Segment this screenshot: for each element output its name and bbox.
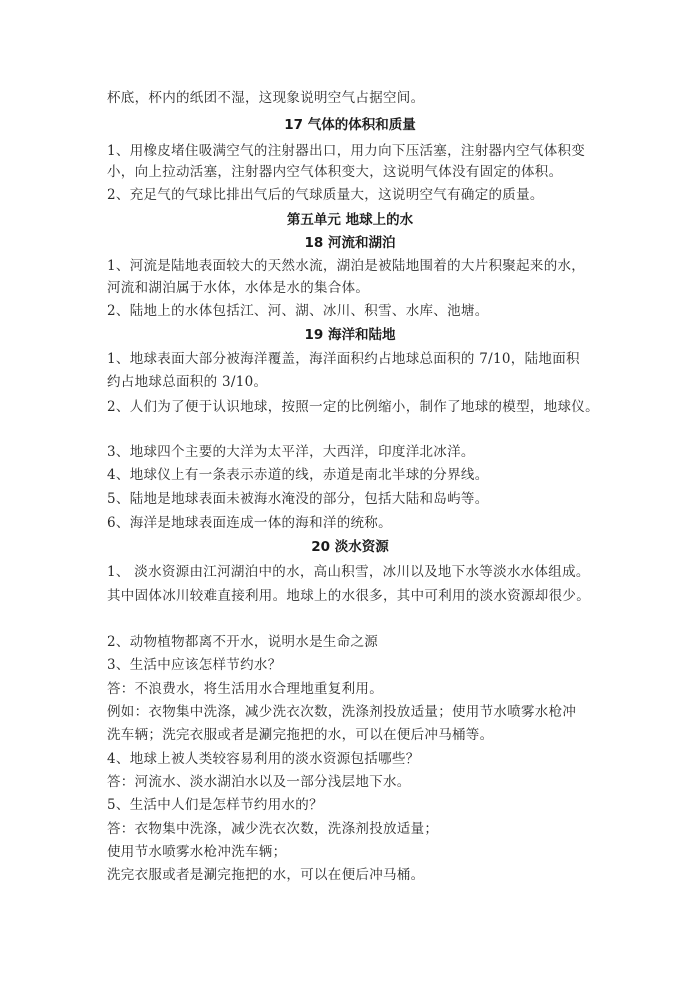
text-line: 洗车辆；洗完衣服或者是涮完拖把的水，可以在便后冲马桶等。 [107,727,494,743]
text-line: 2、动物植物都离不开水，说明水是生命之源 [107,634,379,650]
text-line: 其中固体冰川较难直接利用。地球上的水很多，其中可利用的淡水资源却很少。 [107,588,590,604]
text-line: 5、陆地是地球表面未被海水淹没的部分，包括大陆和岛屿等。 [107,491,489,507]
text-line: 小，向上拉动活塞，注射器内空气体积变大，这说明气体没有固定的体积。 [107,164,563,180]
text-line: 6、海洋是地球表面连成一体的海和洋的统称。 [107,515,392,531]
text-line: 3、生活中应该怎样节约水？ [107,657,282,673]
text-line: 1、用橡皮堵住吸满空气的注射器出口，用力向下压活塞，注射器内空气体积变 [107,143,586,159]
section-heading: 18 河流和湖泊 [304,235,396,251]
text-line: 5、生活中人们是怎样节约用水的？ [107,797,323,813]
text-line: 3、地球四个主要的大洋为太平洋，大西洋，印度洋北冰洋。 [107,444,475,460]
section-heading: 20 淡水资源 [311,539,389,555]
text-line: 4、地球仪上有一条表示赤道的线，赤道是南北半球的分界线。 [107,467,489,483]
unit-heading: 第五单元 地球上的水 [286,212,414,228]
text-line: 答：不浪费水，将生活用水合理地重复利用。 [107,681,383,697]
section-heading: 19 海洋和陆地 [304,327,396,343]
text-line: 1、 淡水资源由江河湖泊中的水，高山积雪，冰川以及地下水等淡水水体组成。 [107,564,590,580]
text-line: 2、充足气的气球比排出气后的气球质量大，这说明空气有确定的质量。 [107,187,544,203]
section-heading: 17 气体的体积和质量 [284,117,416,133]
text-line: 例如：衣物集中洗涤，减少洗衣次数，洗涤剂投放适量；使用节水喷雾水枪冲 [107,704,577,720]
text-line: 4、地球上被人类较容易利用的淡水资源包括哪些？ [107,751,420,767]
text-line: 约占地球总面积的 3/10。 [107,374,268,390]
text-line: 使用节水喷雾水枪冲洗车辆； [107,844,287,860]
text-line: 1、河流是陆地表面较大的天然水流，湖泊是被陆地围着的大片积聚起来的水， [107,258,586,274]
text-line: 杯底，杯内的纸团不湿，这现象说明空气占据空间。 [107,90,425,106]
text-line: 答：河流水、淡水湖泊水以及一部分浅层地下水。 [107,774,411,790]
text-line: 2、人们为了便于认识地球，按照一定的比例缩小，制作了地球的模型，地球仪。 [107,399,599,415]
text-line: 2、陆地上的水体包括江、河、湖、冰川、积雪、水库、池塘。 [107,303,489,319]
text-line: 河流和湖泊属于水体，水体是水的集合体。 [107,280,370,296]
text-line: 洗完衣服或者是涮完拖把的水，可以在便后冲马桶。 [107,867,425,883]
text-line: 答：衣物集中洗涤，减少洗衣次数，洗涤剂投放适量； [107,821,439,837]
text-line: 1、地球表面大部分被海洋覆盖，海洋面积约占地球总面积的 7/10，陆地面积 [107,351,580,367]
